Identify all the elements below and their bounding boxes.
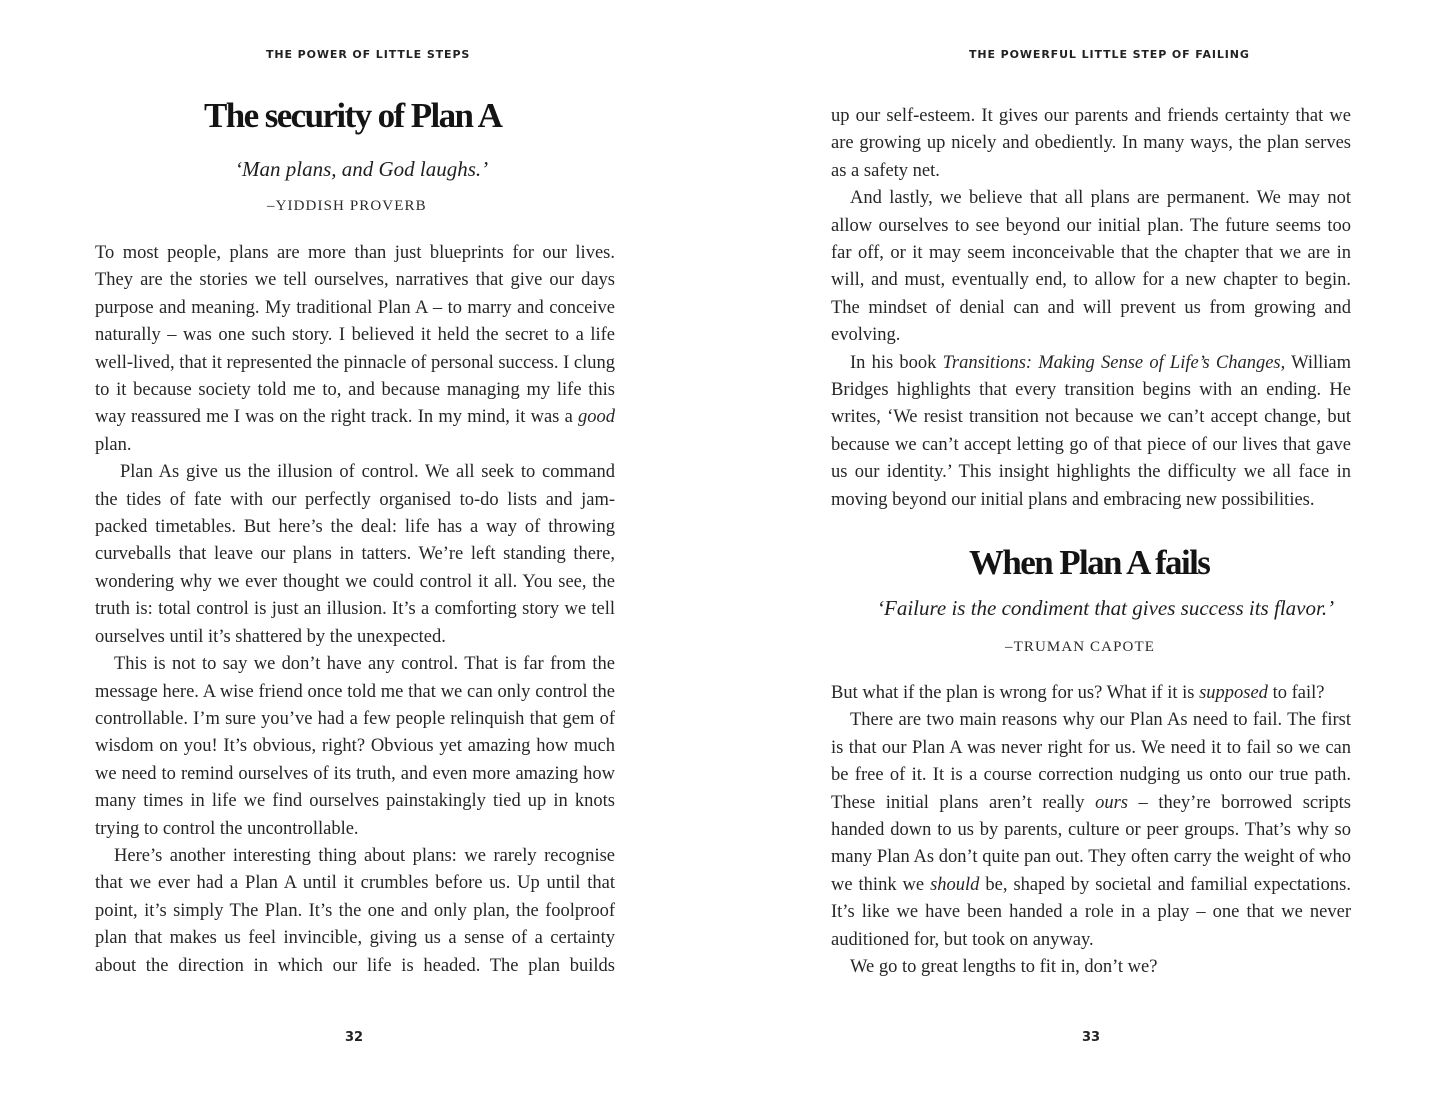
epigraph-attribution: –TRUMAN CAPOTE — [1005, 639, 1155, 655]
paragraph — [831, 707, 1351, 954]
epigraph-quote: ‘Man plans, and God laughs.’ — [235, 157, 489, 181]
paragraph: This is not to say we don’t have any control. That is far from the message here. A wise friend once told me that we can only control the controllable. I’m sure you’ve had a few people relinquish that gem of wisdom on you! It’s obvious, right? Obvious yet amazing how much we need to remind ourselves of its truth, and even more amazing how many times in life we find ourselves painstakingly tied up in knots trying to control the uncontrollable. — [95, 654, 615, 839]
text-run: There are two main reasons why our Plan As need to fail. The first is that our Plan A was never right for us. We need it to fail so we can be free of it. It is a course correction nudging us onto our true path. These initial plans aren’t really — [831, 710, 1351, 813]
paragraph: Here’s another interesting thing about plans: we rarely recognise that we ever had a Plan A until it crumbles before us. Up until that point, it’s simply The Plan. It’s the one and only plan, the foolproof plan that makes us feel invincible, giving us a sense of a certainty about the direction in which our life is headed. The plan builds — [95, 845, 615, 976]
paragraph — [95, 240, 615, 459]
paragraph: Plan As give us the illusion of control. We all seek to command the tides of fate with our perfectly organised to-do lists and jam-packed timetables. But here’s the deal: life has a way of throwing curveballs that leave our plans in tatters. We’re left standing there, wondering why we ever thought we could control it all. You see, the truth is: total control is just an illusion. It’s a comforting story we tell ourselves until it’s shattered by the unexpected. — [95, 462, 615, 647]
emphasis: good — [578, 407, 615, 428]
page-number-right: 33 — [1082, 1030, 1101, 1045]
text-run: plan. — [95, 434, 132, 455]
body-text-left — [95, 240, 615, 980]
emphasis: should — [930, 874, 980, 895]
page-number-left: 32 — [345, 1030, 364, 1045]
text-run: to fail? — [1267, 683, 1325, 703]
paragraph: And lastly, we believe that all plans are permanent. We may not allow ourselves to see beyond our initial plan. The future seems too far off, or it may seem inconceivable that the chapter that we are in will, and must, eventually end, to allow for a new chapter to begin. The mindset of denial can and will prevent us from growing and evolving. — [831, 188, 1351, 346]
running-head-left: THE POWER OF LITTLE STEPS — [266, 48, 471, 61]
paragraph: up our self-esteem. It gives our parents and friends certainty that we are growing up nicely and obediently. In many ways, the plan serves as a safety net. — [831, 106, 1351, 181]
text-run: To most people, plans are more than just blueprints for our lives. They are the stories we tell ourselves, narratives that give our days purpose and meaning. My traditional Plan A – to marry and conceive naturally – was one such story. I believed it held the secret to a life well-lived, that it represented the pinnacle of personal success. I clung to it because society told me to, and because managing my life this way reassured me I was on the right track. In my mind, it was a — [95, 243, 615, 428]
book-title-emphasis: Transitions: Making Sense of Life’s Changes — [942, 352, 1281, 373]
paragraph — [831, 680, 1351, 707]
left-page — [0, 0, 722, 1105]
body-text-right-top — [831, 103, 1351, 514]
text-run: – they’re borrowed scripts handed down to us by parents, culture or peer groups. That’s why so many Plan As don’t quite pan out. They often carry the weight of who we think we — [831, 792, 1352, 895]
paragraph: We go to great lengths to fit in, don’t we? — [850, 957, 1158, 978]
emphasis: ours — [1095, 792, 1128, 813]
body-text-right-bottom — [831, 680, 1351, 981]
text-run: be, shaped by societal and familial expectations. It’s like we have been handed a role in a play – one that we never auditioned for, but took on anyway. — [831, 874, 1351, 950]
text-run: , William Bridges highlights that every transition begins with an ending. He writes, ‘We resist transition not because we can’t accept change, but because we can’t accept letting go of that piece of our lives that gave us our identity.’ This insight highlights the difficulty we all face in moving beyond our initial plans and embracing new possibilities. — [831, 352, 1352, 510]
emphasis: supposed — [1199, 683, 1268, 703]
right-page — [722, 0, 1445, 1105]
epigraph-attribution: –YIDDISH PROVERB — [267, 198, 427, 214]
text-run: But what if the plan is wrong for us? What if it is — [831, 683, 1200, 703]
epigraph-quote: ‘Failure is the condiment that gives success its flavor.’ — [877, 596, 1335, 620]
text-run: In his book — [850, 352, 943, 373]
paragraph — [831, 350, 1351, 514]
section-heading-when-plan-a-fails: When Plan A fails — [969, 543, 1210, 582]
section-heading-security-of-plan-a: The security of Plan A — [204, 96, 502, 135]
running-head-right: THE POWERFUL LITTLE STEP OF FAILING — [969, 48, 1250, 61]
